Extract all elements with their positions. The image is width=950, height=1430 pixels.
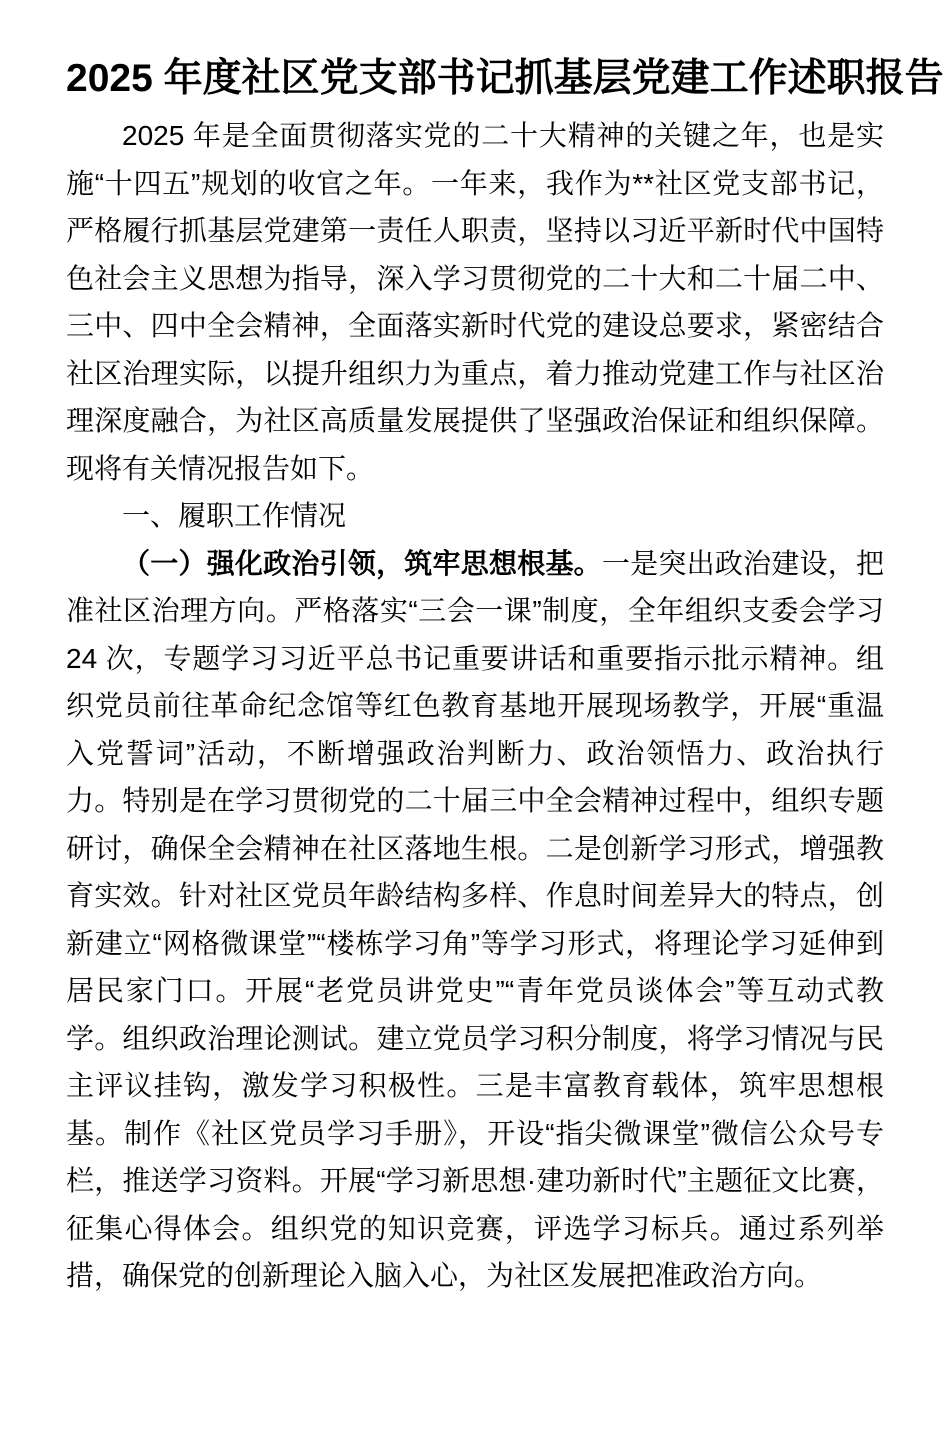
section-one-bold-lead: （一）强化政治引领，筑牢思想根基。 (122, 547, 602, 579)
intro-paragraph: 2025 年是全面贯彻落实党的二十大精神的关键之年，也是实施“十四五”规划的收官之年。一年来，我作为**社区党支部书记，严格履行抓基层党建第一责任人职责，坚持以习近平新时代中国特色社会主义思想为指导，深入学习贯彻党的二十大和二十届二中、三中、四中全会精神，全面落实新时代党的建设总要求，紧密结合社区治理实际，以提升组织力为重点，着力推动党建工作与社区治理深度融合，为社区高质量发展提供了坚强政治保证和组织保障。现将有关情况报告如下。 (66, 120, 884, 484)
page-title: 2025 年度社区党支部书记抓基层党建工作述职报告 (66, 57, 944, 100)
heading-one: 一、履职工作情况 (122, 500, 347, 531)
section-one-body-text: 一是突出政治建设，把准社区治理方向。严格落实“三会一课”制度，全年组织支委会学习 24 次，专题学习习近平总书记重要讲话和重要指示批示精神。组织党员前往革命纪念馆等红色教育基地开展现场教学，开展“重温入党誓词”活动，不断增强政治判断力、政治领悟力、政治执行力。特别是在学习贯彻党的二十届三中全会精神过程中，组织专题研讨，确保全会精神在社区落地生根。二是创新学习形式，增强教育实效。针对社区党员年龄结构多样、作息时间差异大的特点，创新建立“网格微课堂”“楼栋学习角”等学习形式，将理论学习延伸到居民家门口。开展“老党员讲党史”“青年党员谈体会”等互动式教学。组织政治理论测试。建立党员学习积分制度，将学习情况与民主评议挂钩，激发学习积极性。三是丰富教育载体，筑牢思想根基。制作《社区党员学习手册》，开设“指尖微课堂”微信公众号专栏，推送学习资料。开展“学习新思想·建功新时代”主题征文比赛，征集心得体会。组织党的知识竞赛，评选学习标兵。通过系列举措，确保党的创新理论入脑入心，为社区发展把准政治方向。 (66, 547, 884, 1291)
page-bottom-spacer (66, 1300, 884, 1390)
section-one-paragraph (66, 540, 884, 1300)
